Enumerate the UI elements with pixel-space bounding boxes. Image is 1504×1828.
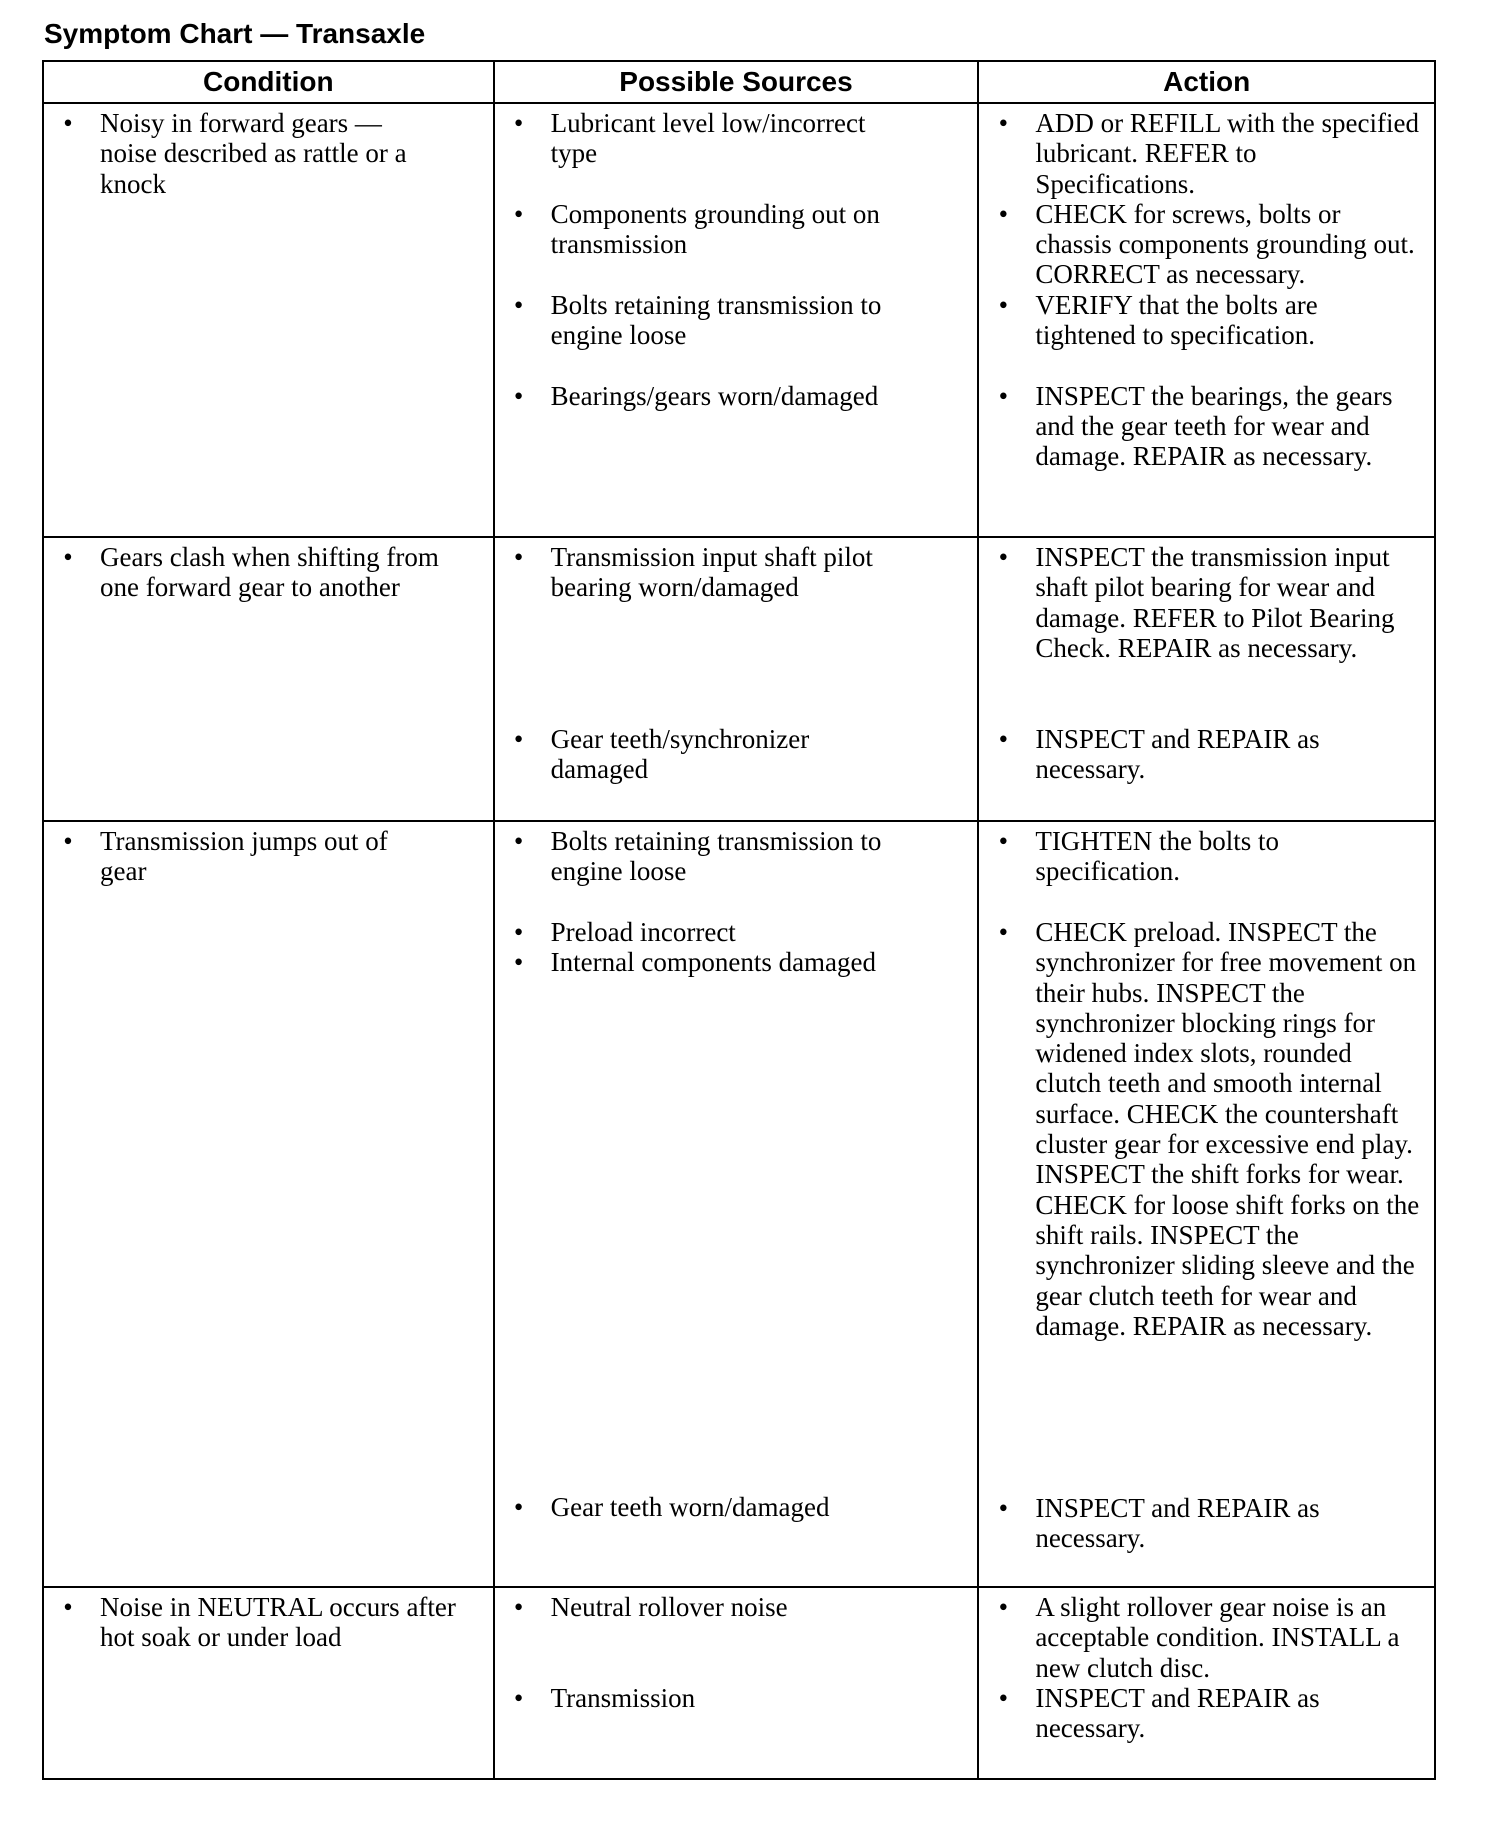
source-item xyxy=(509,381,911,411)
bullet-icon: • xyxy=(513,1592,524,1622)
action-text: INSPECT the transmission input shaft pilot bearing for wear and damage. REFER to Pilot Bearing Check. REPAIR as necessary. xyxy=(1035,542,1395,663)
action-item xyxy=(993,917,1419,1493)
condition-text: Noise in NEUTRAL occurs after hot soak or under load xyxy=(100,1592,456,1653)
action-cell xyxy=(978,103,1435,537)
action-text: VERIFY that the bolts are tightened to specification. xyxy=(1035,289,1318,351)
source-item xyxy=(509,1492,931,1522)
bullet-icon: • xyxy=(998,917,1009,947)
condition-cell xyxy=(43,103,494,537)
source-text: Components grounding out on transmission xyxy=(550,199,880,260)
action-text: INSPECT and REPAIR as necessary. xyxy=(1035,724,1320,785)
source-item xyxy=(509,724,911,785)
header-action: Action xyxy=(978,61,1435,103)
page-title: Symptom Chart — Transaxle xyxy=(44,18,426,49)
condition-text: Transmission jumps out of gear xyxy=(100,826,388,887)
action-text: ADD or REFILL with the specified lubricant. REFER to Specifications. xyxy=(1035,108,1419,199)
source-item xyxy=(509,917,931,947)
action-cell xyxy=(978,1587,1435,1779)
action-text: TIGHTEN the bolts to specification. xyxy=(1035,826,1280,887)
bullet-icon: • xyxy=(513,1492,524,1523)
source-item xyxy=(509,290,911,381)
source-item xyxy=(509,199,911,290)
sources-cell xyxy=(494,1587,979,1779)
action-item xyxy=(993,542,1419,724)
source-item xyxy=(509,826,911,917)
action-item xyxy=(993,108,1419,199)
action-cell xyxy=(978,821,1435,1587)
action-text: CHECK preload. INSPECT the synchronizer for free movement on their hubs. INSPECT the synchronizer blocking rings for widened index slots, rounded clutch teeth and smooth internal surface. CHECK the countershaft cluster gear for excessive end play. INSPECT the shift forks for wear. CHECK for loose shift forks on the shift rails. INSPECT the synchronizer sliding sleeve and the gear clutch teeth for wear and damage. REPAIR as necessary. xyxy=(1035,917,1420,1341)
action-text: A slight rollover gear noise is an acceptable condition. INSTALL a new clutch disc. xyxy=(1035,1592,1400,1683)
action-item xyxy=(993,826,1419,917)
bullet-icon: • xyxy=(998,108,1009,138)
table-row xyxy=(43,1587,1435,1779)
header-row xyxy=(43,61,1435,103)
action-text: INSPECT and REPAIR as necessary. xyxy=(1035,1493,1320,1554)
source-item xyxy=(509,1592,911,1683)
action-item xyxy=(993,724,1419,785)
bullet-icon: • xyxy=(513,1683,524,1713)
source-text: Lubricant level low/incorrect type xyxy=(550,108,866,169)
bullet-icon: • xyxy=(998,1493,1009,1523)
bullet-icon: • xyxy=(63,826,73,856)
condition-cell xyxy=(43,537,494,821)
condition-text: Gears clash when shifting from one forward gear to another xyxy=(100,542,439,603)
bullet-icon: • xyxy=(513,947,524,978)
action-text: INSPECT the bearings, the gears and the gear teeth for wear and damage. REPAIR as necessary. xyxy=(1035,380,1393,472)
bullet-icon: • xyxy=(998,1682,1009,1713)
bullet-icon: • xyxy=(513,724,524,754)
source-item xyxy=(509,542,931,724)
bullet-icon: • xyxy=(513,108,524,138)
action-item xyxy=(993,381,1419,472)
action-text: INSPECT and REPAIR as necessary. xyxy=(1035,1682,1320,1744)
condition-item xyxy=(58,1592,460,1653)
source-text: Neutral rollover noise xyxy=(550,1592,788,1622)
sources-cell xyxy=(494,103,979,537)
source-text: Bolts retaining transmission to engine loose xyxy=(550,290,882,351)
bullet-icon: • xyxy=(998,724,1009,754)
action-item xyxy=(993,290,1419,381)
header-possible-sources: Possible Sources xyxy=(494,61,979,103)
action-item xyxy=(993,199,1419,290)
source-text: Bolts retaining transmission to engine loose xyxy=(550,826,882,887)
action-cell xyxy=(978,537,1435,821)
source-item xyxy=(509,1683,911,1713)
condition-item xyxy=(58,826,440,887)
action-text: CHECK for screws, bolts or chassis components grounding out. CORRECT as necessary. xyxy=(1035,198,1415,290)
bullet-icon: • xyxy=(63,108,73,138)
bullet-icon: • xyxy=(513,381,524,411)
bullet-icon: • xyxy=(513,199,524,229)
condition-text: Noisy in forward gears — noise described as rattle or a knock xyxy=(100,108,407,199)
bullet-icon: • xyxy=(63,1592,73,1622)
bullet-icon: • xyxy=(998,380,1009,411)
source-text: Gear teeth/synchronizer damaged xyxy=(550,724,810,785)
bullet-icon: • xyxy=(513,826,524,856)
action-item xyxy=(993,1493,1419,1554)
bullet-icon: • xyxy=(998,542,1009,572)
symptom-table xyxy=(42,60,1436,1780)
bullet-icon: • xyxy=(513,290,524,320)
source-text: Gear teeth worn/damaged xyxy=(550,1492,830,1523)
source-text: Transmission input shaft pilot bearing worn/damaged xyxy=(550,542,873,603)
bullet-icon: • xyxy=(998,289,1009,320)
source-item xyxy=(509,947,931,1492)
source-text: Preload incorrect xyxy=(550,917,736,947)
bullet-icon: • xyxy=(513,542,524,572)
bullet-icon: • xyxy=(998,1592,1009,1622)
bullet-icon: • xyxy=(998,826,1009,856)
condition-cell xyxy=(43,821,494,1587)
source-text: Bearings/gears worn/damaged xyxy=(550,381,879,411)
condition-cell xyxy=(43,1587,494,1779)
bullet-icon: • xyxy=(513,917,524,947)
source-item xyxy=(509,108,911,199)
condition-item xyxy=(58,108,440,199)
table-row xyxy=(43,821,1435,1587)
action-item xyxy=(993,1592,1419,1683)
sources-cell xyxy=(494,821,979,1587)
action-item xyxy=(993,1683,1419,1744)
table-row xyxy=(43,537,1435,821)
table-row xyxy=(43,103,1435,537)
source-text: Transmission xyxy=(550,1683,696,1713)
condition-item xyxy=(58,542,440,603)
bullet-icon: • xyxy=(998,198,1009,229)
source-text: Internal components damaged xyxy=(550,947,877,978)
header-condition: Condition xyxy=(43,61,494,103)
bullet-icon: • xyxy=(63,542,73,572)
sources-cell xyxy=(494,537,979,821)
